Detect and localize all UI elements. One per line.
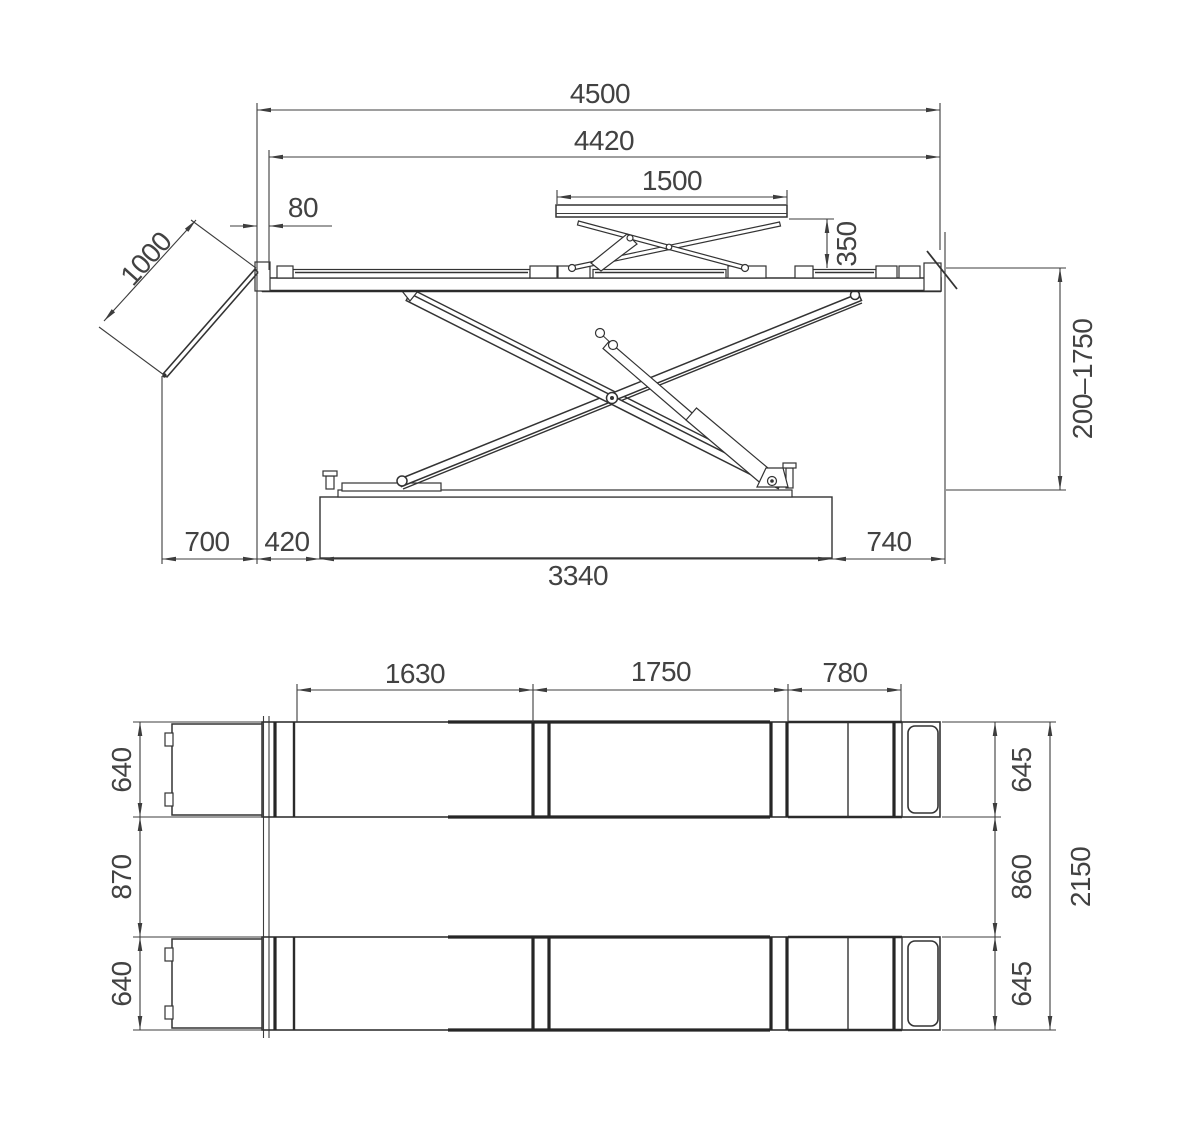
side-view (99, 78, 1098, 591)
dim-label-645-top: 645 (1006, 747, 1037, 793)
cross-cover-plate (264, 716, 270, 1038)
dim-rear-section (788, 657, 901, 690)
runway-top-body (262, 722, 940, 817)
dim-overall-width (1050, 722, 1096, 1030)
jack-cylinder-pin (627, 235, 633, 241)
dim-label-200-1750: 200–1750 (1067, 318, 1098, 440)
dim-label-1000: 1000 (114, 225, 178, 292)
dim-label-860: 860 (1006, 854, 1037, 900)
ramp-plate-bottom (165, 939, 262, 1028)
dim-label-3340: 3340 (547, 560, 609, 591)
lower-roller (397, 476, 407, 486)
runway-top (165, 722, 940, 817)
dim-ramp-width-top (106, 722, 140, 817)
dim-label-1500: 1500 (641, 165, 703, 196)
wheel-stop-top (908, 726, 938, 813)
dim-rear-extension (832, 526, 945, 559)
dim-label-1750: 1750 (630, 656, 692, 687)
dim-ramp-length (99, 220, 256, 375)
dim-platform-length (269, 125, 940, 157)
plan-view (106, 656, 1096, 1038)
jack-center-pin (666, 244, 672, 250)
runway-bottom (165, 937, 940, 1030)
dim-label-645-bottom: 645 (1006, 961, 1037, 1007)
dim-label-80: 80 (287, 192, 319, 223)
dim-ramp-width-bottom (106, 937, 140, 1030)
dim-base-length (320, 559, 832, 591)
dim-label-4500: 4500 (569, 78, 631, 109)
dim-label-870: 870 (106, 854, 137, 900)
cylinder-rod (603, 342, 695, 423)
cylinder-link-pin-1 (596, 329, 605, 338)
dim-label-4420: 4420 (573, 125, 635, 156)
dim-jack-lift-height (827, 219, 862, 268)
deck-end-block-right (924, 263, 941, 291)
dim-label-420: 420 (264, 526, 310, 557)
dim-label-700: 700 (184, 526, 230, 557)
wheel-free-jack (556, 205, 787, 272)
dim-label-1630: 1630 (384, 658, 446, 689)
dim-ramp-gap (106, 817, 140, 937)
dim-base-setback (257, 526, 320, 559)
ramp-plate-top (165, 724, 262, 815)
dim-overall-length (257, 78, 940, 110)
wheel-stop-bottom (908, 941, 938, 1026)
dim-label-640-bottom: 640 (106, 961, 137, 1007)
drive-on-ramp (162, 269, 258, 378)
jack-table (556, 205, 787, 217)
jack-roller-left (569, 265, 576, 272)
dim-jack-platform-length (557, 165, 787, 197)
dim-label-640-top: 640 (106, 747, 137, 793)
roller-track-plate (342, 483, 441, 491)
dim-label-2150: 2150 (1065, 846, 1096, 908)
dim-runway-width-bottom (995, 937, 1037, 1030)
dim-label-740: 740 (866, 526, 912, 557)
dim-front-section (297, 658, 533, 690)
runway-bottom-body (262, 937, 940, 1030)
dim-label-350: 350 (831, 221, 862, 267)
main-scissor-mechanism (397, 290, 862, 489)
dim-runway-width-top (995, 722, 1037, 817)
cylinder-link-pin-2 (609, 341, 618, 350)
leveling-bolt-left (323, 471, 337, 489)
dim-lift-height-range (1060, 268, 1098, 490)
dim-middle-section (533, 656, 788, 690)
dim-label-780: 780 (822, 657, 868, 688)
deck-body (262, 278, 941, 291)
base-block (320, 497, 832, 558)
dim-front-extension (162, 526, 257, 559)
dim-platform-edge-offset (230, 192, 332, 226)
jack-roller-right (742, 265, 749, 272)
dim-runway-gap (995, 817, 1037, 937)
